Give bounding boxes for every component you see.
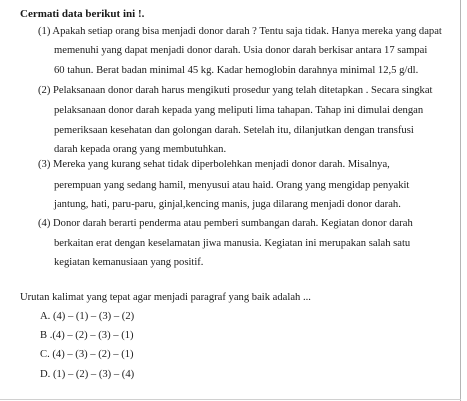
paragraph-1-line-3: 60 tahun. Berat badan minimal 45 kg. Kadar hemoglobin darahnya minimal 12,5 g/dl. (54, 65, 419, 76)
paragraph-1-line-2: memenuhi yang dapat menjadi donor darah. Usia donor darah berkisar antara 17 sampai (54, 45, 428, 56)
option-b[interactable]: B .(4) – (2) – (3) – (1) (40, 330, 134, 341)
page-edge-right (460, 0, 461, 401)
paragraph-1-line-1: (1) Apakah setiap orang bisa menjadi donor darah ? Tentu saja tidak. Hanya mereka yang dapat (38, 26, 442, 37)
paragraph-4-line-3: kegiatan kemanusiaan yang positif. (54, 257, 204, 268)
instruction-heading: Cermati data berikut ini !. (20, 8, 145, 20)
paragraph-2-line-1: (2) Pelaksanaan donor darah harus mengikuti prosedur yang telah ditetapkan . Secara singkat (38, 85, 433, 96)
paragraph-4-line-1: (4) Donor darah berarti penderma atau pemberi sumbangan darah. Kegiatan donor darah (38, 218, 413, 229)
page-edge-bottom (0, 399, 461, 400)
paragraph-2-line-2: pelaksanaan donor darah kepada yang meliputi lima tahapan. Tahap ini dimulai dengan (54, 105, 424, 116)
paragraph-3-line-1: (3) Mereka yang kurang sehat tidak diperbolehkan menjadi donor darah. Misalnya, (38, 159, 390, 170)
option-d[interactable]: D. (1) – (2) – (3) – (4) (40, 369, 135, 380)
option-a[interactable]: A. (4) – (1) – (3) – (2) (40, 311, 135, 322)
paragraph-2-line-4: darah kepada orang yang membutuhkan. (54, 144, 227, 155)
paragraph-4-line-2: berkaitan erat dengan keselamatan jiwa manusia. Kegiatan ini merupakan salah satu (54, 238, 411, 249)
paragraph-3-line-2: perempuan yang sedang hamil, menyusui atau haid. Orang yang mengidap penyakit (54, 180, 410, 191)
question-text: Urutan kalimat yang tepat agar menjadi paragraf yang baik adalah ... (20, 292, 311, 303)
paragraph-3-line-3: jantung, hati, paru-paru, ginjal,kencing manis, juga dilarang menjadi donor darah. (54, 199, 401, 210)
paragraph-2-line-3: pemeriksaan kesehatan dan golongan darah. Setelah itu, dilanjutkan dengan transfusi (54, 125, 414, 136)
option-c[interactable]: C. (4) – (3) – (2) – (1) (40, 349, 134, 360)
